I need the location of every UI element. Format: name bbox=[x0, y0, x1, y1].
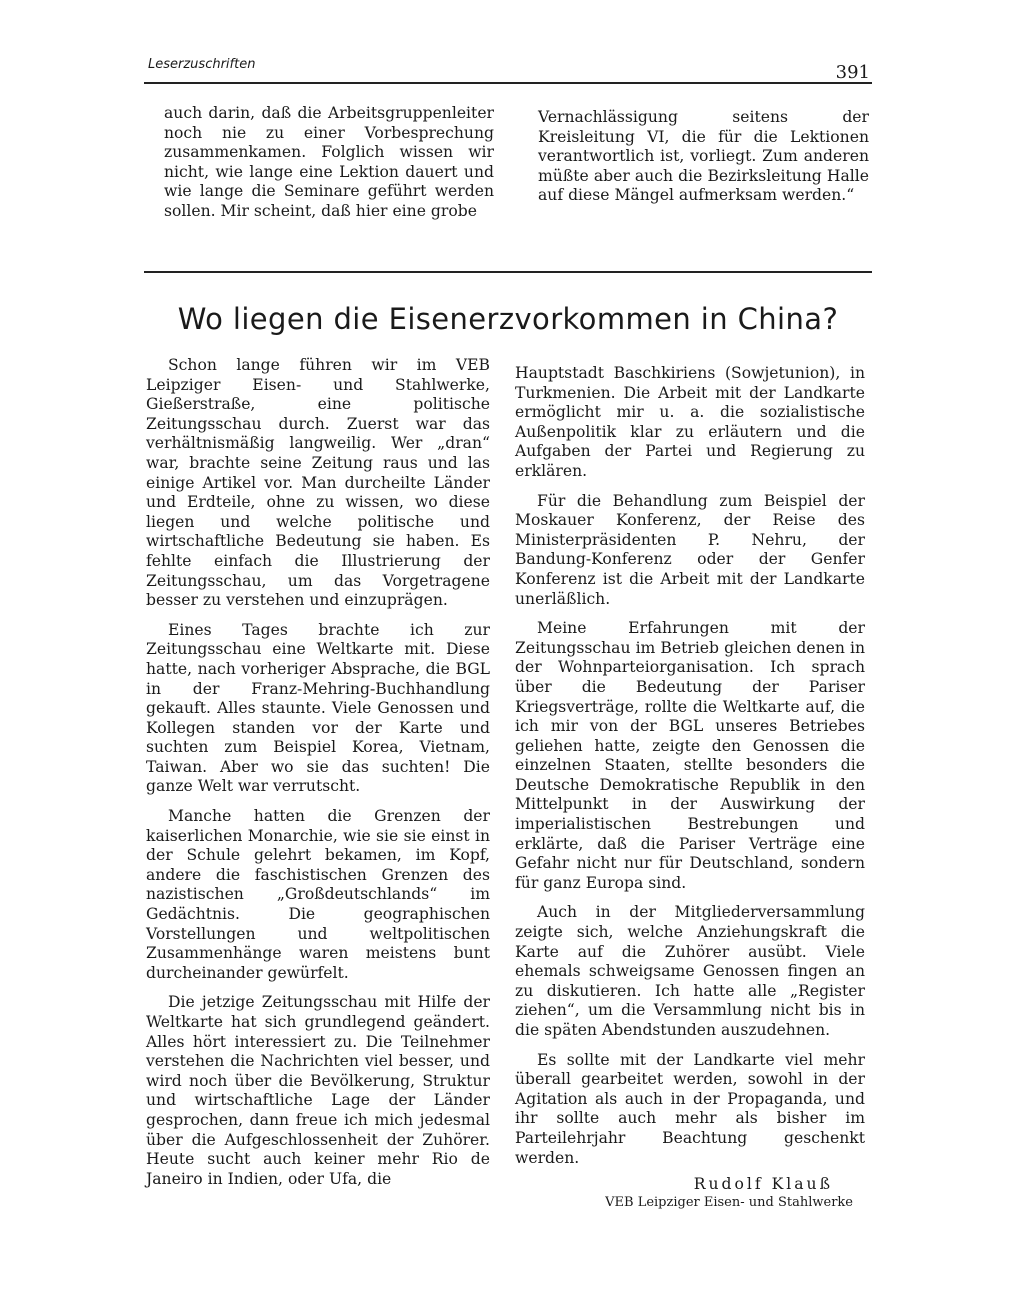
article-paragraph: Manche hatten die Grenzen der kaiserlichen Monarchie, wie sie sie einst in der Schule gelehrt bekamen, im Kopf, andere die faschistischen Grenzen des nazistischen „Großdeutschlands“ im Gedächtnis. Die geographischen Vorstellungen und weltpolitischen Zusammenhänge waren meistens bunt durcheinander gewürfelt. bbox=[146, 807, 490, 982]
continuation-right-column bbox=[538, 108, 869, 206]
section-label: Leserzuschriften bbox=[148, 57, 256, 72]
continuation-left-column bbox=[164, 104, 494, 222]
article-paragraph: Meine Erfahrungen mit der Zeitungsschau im Betrieb gleichen denen in der Wohnparteiorganisation. Ich sprach über die Bedeutung der Pariser Kriegsverträge, rollte die Weltkarte auf, die ich mir von der BGL unseres Betriebes geliehen hatte, zeigte den Genossen die einzelnen Staaten, stellte besonders die Deutsche Demokratische Republik in den Mittelpunkt in der Auswirkung der imperialistischen Bestrebungen und erklärte, daß die Pariser Verträge eine Gefahr nicht nur für Deutschland, sondern für ganz Europa sind. bbox=[515, 619, 865, 892]
signature-organization: VEB Leipziger Eisen- und Stahlwerke bbox=[605, 1195, 853, 1211]
article-right-column bbox=[515, 364, 865, 1212]
page-header bbox=[144, 56, 872, 84]
continuation-left-text: auch darin, daß die Arbeitsgruppenleiter noch nie zu einer Vorbesprechung zusammenkamen. Folglich wissen wir nicht, wie lange eine Lektion dauert und wie lange die Seminare geführt werden sollen. Mir scheint, daß hier eine grobe bbox=[164, 104, 494, 220]
section-divider bbox=[144, 271, 872, 273]
signature-name: Rudolf Klauß bbox=[693, 1175, 833, 1194]
article-paragraph: Die jetzige Zeitungsschau mit Hilfe der Weltkarte hat sich grundlegend geändert. Alles hört interessiert zu. Die Teilnehmer verstehen die Nachrichten viel besser, und wird noch über die Bevölkerung, Struktur und wirtschaftliche Lage der Länder gesprochen, dann freue ich mich jedesmal über die Aufgeschlossenheit der Zuhörer. Heute sucht auch keiner mehr Rio de Janeiro in Indien, oder Ufa, die bbox=[146, 993, 490, 1188]
continuation-right-text: Vernachlässigung seitens der Kreisleitung VI, die für die Lektionen verantwortlich ist, vorliegt. Zum anderen müßte aber auch die Bezirksleitung Halle auf diese Mängel aufmerksam werden.“ bbox=[538, 108, 869, 205]
article-paragraph: Es sollte mit der Landkarte viel mehr überall gearbeitet werden, sowohl in der Agitation als auch in der Propaganda, und ihr sollte auch mehr als bisher im Parteilehrjahr Beachtung geschenkt werden. bbox=[515, 1050, 865, 1167]
article-left-column bbox=[146, 356, 490, 1189]
article-paragraph: Schon lange führen wir im VEB Leipziger Eisen- und Stahlwerke, Gießerstraße, eine politische Zeitungsschau durch. Zuerst war das verhältnismäßig langweilig. Wer „dran“ war, brachte seine Zeitung raus und las einige Artikel vor. Man durcheilte Länder und Erdteile, ohne zu wissen, wo diese liegen und welche politische und wirtschaftliche Bedeutung sie haben. Es fehlte einfach die Illustrierung der Zeitungsschau, um das Vorgetragene besser zu verstehen und einzuprägen. bbox=[146, 356, 490, 610]
article-paragraph: Hauptstadt Baschkiriens (Sowjetunion), in Turkmenien. Die Arbeit mit der Landkarte ermöglicht mir u. a. die sozialistische Außenpolitik klar zu erläutern und die Aufgaben der Partei und Regierung zu erklären. bbox=[515, 364, 865, 480]
article-paragraph: Eines Tages brachte ich zur Zeitungsschau eine Weltkarte mit. Diese hatte, nach vorheriger Absprache, die BGL in der Franz-Mehring-Buchhandlung gekauft. Alles staunte. Viele Genossen und Kollegen standen vor der Karte und suchten zum Beispiel Korea, Vietnam, Taiwan. Aber wo sie das suchten! Die ganze Welt war verrutscht. bbox=[146, 620, 490, 796]
article-paragraph: Für die Behandlung zum Beispiel der Moskauer Konferenz, der Reise des Ministerpräsidenten P. Nehru, der Bandung-Konferenz oder der Genfer Konferenz ist die Arbeit mit der Landkarte unerläßlich. bbox=[515, 491, 865, 608]
article-paragraph: Auch in der Mitgliederversammlung zeigte sich, welche Anziehungskraft die Karte auf die Zuhörer ausübt. Viele ehemals schweigsame Genossen fingen an zu diskutieren. Ich hatte alle „Register ziehen“, um die Versammlung nicht bis in die späten Abendstunden auszudehnen. bbox=[515, 903, 865, 1039]
article-title: Wo liegen die Eisenerzvorkommen in China? bbox=[177, 302, 839, 336]
page-number: 391 bbox=[835, 62, 870, 83]
